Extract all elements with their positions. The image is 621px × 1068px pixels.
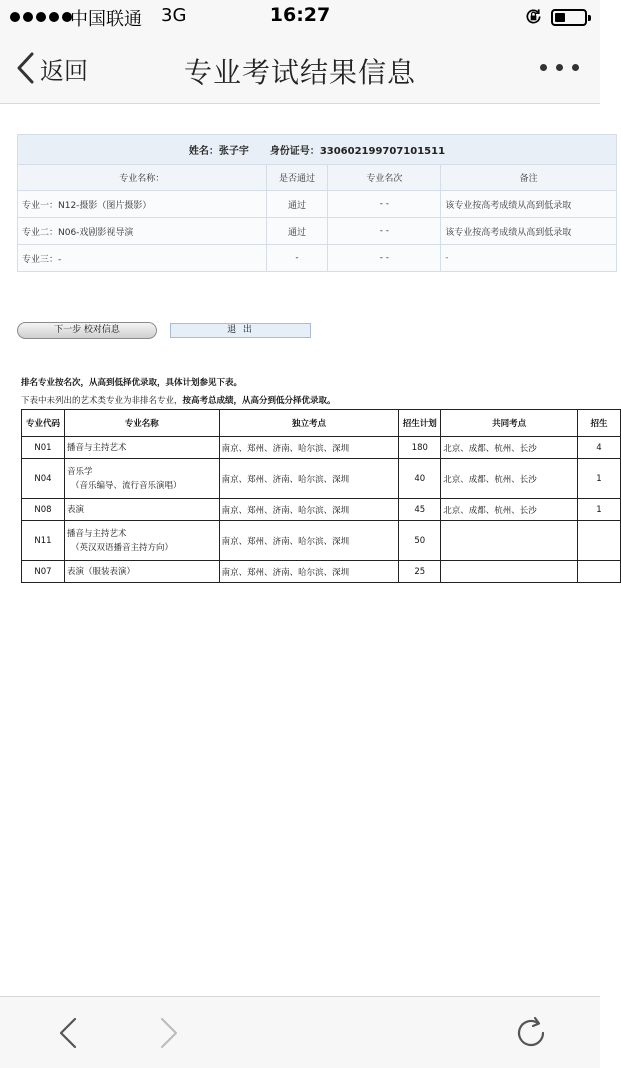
status-bar — [0, 0, 600, 34]
result-rank: - - — [328, 191, 441, 218]
major-name-sub: （音乐编导、流行音乐演唱） — [70, 480, 182, 491]
result-row — [18, 245, 617, 272]
header-enroll: 招生 — [578, 410, 621, 437]
header-name: 专业名称 — [64, 410, 219, 437]
major-code: N07 — [22, 561, 65, 583]
status-time: 16:27 — [269, 4, 331, 26]
back-label: 返回 — [40, 56, 88, 85]
enroll-plan: 50 — [399, 521, 441, 561]
shared-sites — [441, 561, 578, 583]
carrier-name: 中国联通 — [70, 9, 142, 30]
rotation-lock-icon — [524, 7, 543, 26]
shared-plan — [578, 521, 621, 561]
table-row — [22, 437, 621, 459]
result-rank: - - — [328, 245, 441, 272]
result-major: 专业二：N06-戏剧影视导演 — [18, 218, 267, 245]
major-name — [64, 499, 219, 521]
table-row — [22, 459, 621, 499]
major-name-main: 音乐学 — [66, 466, 93, 477]
result-major: 专业三：- — [18, 245, 267, 272]
non-ranking-note-a: 下表中未列出的艺术类专业为非排名专业， — [21, 396, 183, 406]
table-row — [22, 499, 621, 521]
major-name — [64, 437, 219, 459]
enroll-plan: 180 — [399, 437, 441, 459]
enroll-plan: 25 — [399, 561, 441, 583]
result-passed: 通过 — [266, 191, 328, 218]
result-passed: 通过 — [266, 218, 328, 245]
major-name-main: 播音与主持艺术 — [66, 442, 127, 453]
id-label: 身份证号： — [269, 146, 320, 157]
shared-plan: 1 — [578, 499, 621, 521]
result-remark: - — [441, 245, 617, 272]
result-header-row — [18, 165, 617, 191]
result-remark: 该专业按高考成绩从高到低录取 — [441, 218, 617, 245]
browser-toolbar — [0, 996, 600, 1068]
shared-plan: 4 — [578, 437, 621, 459]
shared-sites: 北京、成都、杭州、长沙 — [441, 459, 578, 499]
major-code: N04 — [22, 459, 65, 499]
reload-icon[interactable] — [513, 1015, 549, 1051]
name-label: 姓名： — [188, 146, 219, 157]
result-passed: - — [266, 245, 328, 272]
table-row — [22, 561, 621, 583]
result-row — [18, 191, 617, 218]
result-row — [18, 218, 617, 245]
major-code: N11 — [22, 521, 65, 561]
enroll-plan: 45 — [399, 499, 441, 521]
non-ranking-note-b: 按高考总成绩，从高分到低分择优录取。 — [182, 396, 336, 406]
major-name-main: 表演（服装表演） — [66, 566, 135, 577]
header-remark: 备注 — [441, 165, 617, 191]
independent-sites: 南京、郑州、济南、哈尔滨、深圳 — [219, 521, 399, 561]
student-id-number: 330602199707101511 — [319, 146, 446, 157]
major-name — [64, 561, 219, 583]
major-name-main: 表演 — [66, 504, 84, 515]
browser-forward-icon[interactable] — [157, 1017, 181, 1049]
exit-button[interactable]: 退 出 — [170, 323, 311, 338]
network-type: 3G — [161, 5, 187, 26]
battery-icon — [551, 9, 587, 26]
table-row — [22, 521, 621, 561]
ranking-note: 排名专业按名次，从高到低择优录取，具体计划参见下表。 — [21, 378, 243, 388]
result-remark: 该专业按高考成绩从高到低录取 — [441, 191, 617, 218]
student-name: 张子宇 — [218, 146, 249, 157]
header-major: 专业名称： — [18, 165, 267, 191]
header-sites: 独立考点 — [219, 410, 399, 437]
header-plan: 招生计划 — [399, 410, 441, 437]
major-code: N01 — [22, 437, 65, 459]
shared-sites: 北京、成都、杭州、长沙 — [441, 499, 578, 521]
enroll-plan: 40 — [399, 459, 441, 499]
web-content — [0, 104, 608, 996]
navigation-bar — [0, 34, 600, 104]
enrollment-plan-table — [21, 409, 621, 583]
header-rank: 专业名次 — [328, 165, 441, 191]
shared-plan: 1 — [578, 459, 621, 499]
major-code: N08 — [22, 499, 65, 521]
plan-header-row — [22, 410, 621, 437]
exam-result-table — [17, 134, 617, 272]
independent-sites: 南京、郑州、济南、哈尔滨、深圳 — [219, 561, 399, 583]
result-rank: - - — [328, 218, 441, 245]
more-dots-icon[interactable] — [540, 64, 579, 71]
independent-sites: 南京、郑州、济南、哈尔滨、深圳 — [219, 499, 399, 521]
major-name — [64, 521, 219, 561]
page-title: 专业考试结果信息 — [183, 56, 416, 89]
non-ranking-note — [21, 394, 336, 406]
shared-plan — [578, 561, 621, 583]
independent-sites: 南京、郑州、济南、哈尔滨、深圳 — [219, 437, 399, 459]
result-major: 专业一：N12-摄影（图片摄影） — [18, 191, 267, 218]
shared-sites: 北京、成都、杭州、长沙 — [441, 437, 578, 459]
independent-sites: 南京、郑州、济南、哈尔滨、深圳 — [219, 459, 399, 499]
shared-sites — [441, 521, 578, 561]
major-name-sub: （英汉双语播音主持方向） — [70, 542, 173, 553]
battery-fill — [555, 13, 565, 22]
major-name-main: 播音与主持艺术 — [66, 528, 127, 539]
header-code: 专业代码 — [22, 410, 65, 437]
header-shared-sites: 共同考点 — [441, 410, 578, 437]
next-verify-button[interactable]: 下一步 校对信息 — [17, 322, 157, 339]
header-passed: 是否通过 — [266, 165, 328, 191]
browser-back-icon[interactable] — [56, 1017, 80, 1049]
student-info-row — [18, 135, 617, 165]
major-name — [64, 459, 219, 499]
